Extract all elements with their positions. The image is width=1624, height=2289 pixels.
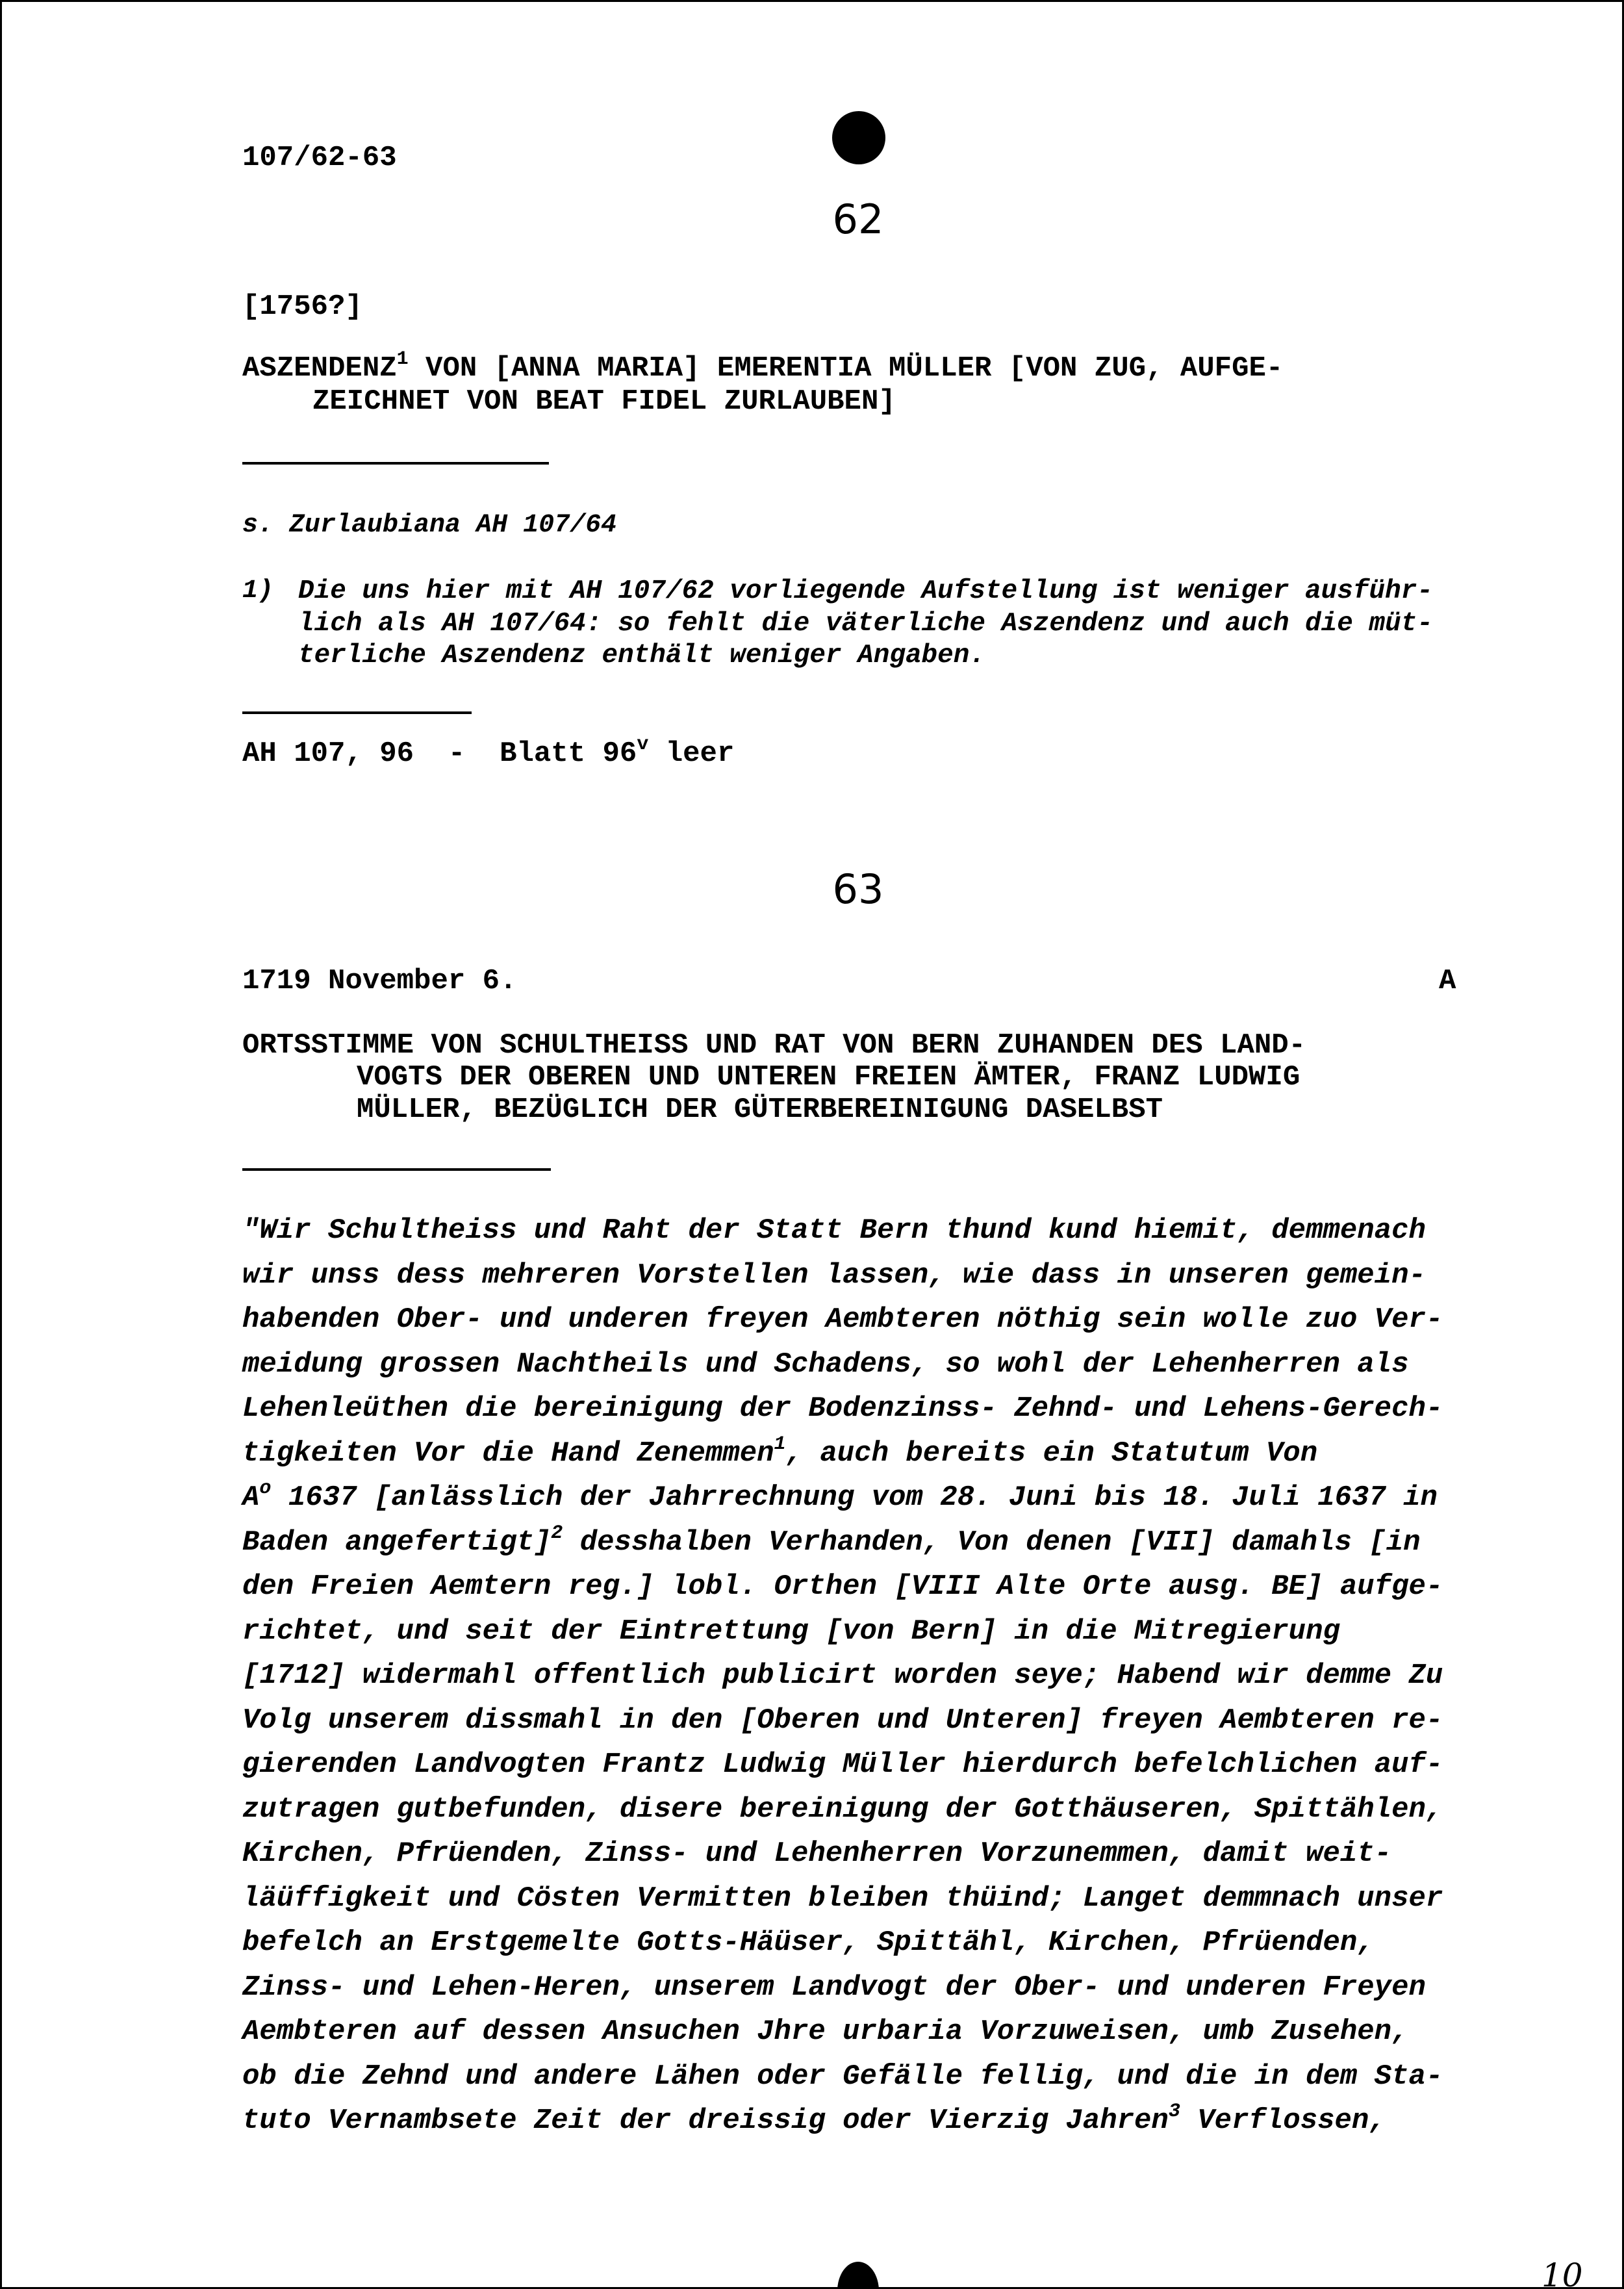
- body-line-text: Volg unserem dissmahl in den [Oberen und Unteren] freyen Aembteren re-: [242, 1704, 1443, 1737]
- body-line-text: wir unss dess mehreren Vorstellen lassen, wie dass in unseren gemein-: [242, 1259, 1426, 1292]
- footnote-ref: 2: [551, 1522, 563, 1544]
- footnote-line: terliche Aszendenz enthält weniger Angaben.: [298, 641, 985, 671]
- body-line: [242, 1257, 1426, 1294]
- heading-text: VON [ANNA MARIA] EMERENTIA MÜLLER [VON ZUG, AUFGE-: [408, 352, 1284, 385]
- body-line-text: [1712] widermahl offentlich publicirt worden seye; Habend wir demme Zu: [242, 1659, 1443, 1692]
- document-letter: A: [1439, 965, 1456, 997]
- body-line: [242, 1657, 1443, 1694]
- body-line-text: richtet, und seit der Eintrettung [von Bern] in die Mitregierung: [242, 1615, 1340, 1648]
- body-line: [242, 1702, 1443, 1739]
- body-line-text: , auch bereits ein Statutum Von: [785, 1437, 1318, 1470]
- document-date-62: [1756?]: [242, 290, 362, 323]
- body-line-text: "Wir Schultheiss und Raht der Statt Bern thund kund hiemit, demmenach: [242, 1214, 1426, 1247]
- body-line-text: 1637 [anlässlich der Jahrrechnung vom 28. Juni bis 18. Juli 1637 in: [271, 1481, 1438, 1514]
- body-line-text: Verflossen,: [1180, 2104, 1386, 2137]
- verso-mark: v: [637, 734, 649, 756]
- body-line-text: zutragen gutbefunden, disere bereinigung der Gotthäuseren, Spittählen,: [242, 1793, 1443, 1826]
- divider: [242, 1168, 551, 1171]
- heading-63-line-3: MÜLLER, BEZÜGLICH DER GÜTERBEREINIGUNG DASELBST: [357, 1093, 1163, 1126]
- body-line-text: Aembteren auf dessen Ansuchen Jhre urbaria Vorzuweisen, umb Zusehen,: [242, 2015, 1409, 2048]
- see-reference: s. Zurlaubiana AH 107/64: [242, 511, 617, 540]
- document-date-63: 1719 November 6.: [242, 965, 517, 997]
- footnote-ref: 1: [396, 348, 409, 370]
- heading-62-line-2: ZEICHNET VON BEAT FIDEL ZURLAUBEN]: [312, 385, 896, 418]
- body-line-text: meidung grossen Nachtheils und Schadens, so wohl der Lehenherren als: [242, 1348, 1409, 1381]
- body-line-text: desshalben Verhanden, Von denen [VII] damahls [in: [563, 1526, 1421, 1559]
- handwritten-page-number: 10: [1542, 2257, 1583, 2289]
- body-line-text: gierenden Landvogten Frantz Ludwig Müller hierdurch befelchlichen auf-: [242, 1748, 1443, 1781]
- body-line-text: läüffigkeit und Cösten Vermitten bleiben thüind; Langet demmnach unser: [242, 1882, 1443, 1915]
- punch-hole-mark: [832, 111, 885, 164]
- body-line: [242, 1880, 1443, 1917]
- body-line-text: A: [242, 1481, 260, 1514]
- body-line: [242, 2058, 1443, 2095]
- source-text: AH 107, 96 - Blatt 96: [242, 737, 637, 770]
- body-line: [242, 1524, 1421, 1561]
- body-line: [242, 2014, 1409, 2050]
- body-line-text: Lehenleüthen die bereinigung der Bodenzinss- Zehnd- und Lehens-Gerech-: [242, 1392, 1443, 1425]
- body-line: [242, 1212, 1426, 1249]
- heading-63-line-1: ORTSSTIMME VON SCHULTHEISS UND RAT VON BERN ZUHANDEN DES LAND-: [242, 1029, 1306, 1062]
- footnote-ref: o: [259, 1477, 272, 1500]
- source-text: leer: [648, 737, 735, 770]
- footnote-line: Die uns hier mit AH 107/62 vorliegende Aufstellung ist weniger ausführ-: [298, 576, 1433, 606]
- punch-hole-mark: [837, 2262, 879, 2289]
- body-line-text: tuto Vernambsete Zeit der dreissig oder Vierzig Jahren: [242, 2104, 1169, 2137]
- footnote-ref: 3: [1168, 2101, 1180, 2123]
- body-line: [242, 1613, 1340, 1650]
- body-line: [242, 1479, 1438, 1516]
- document-reference: 107/62-63: [242, 142, 397, 174]
- heading-text: ASZENDENZ: [242, 352, 397, 385]
- heading-63-line-2: VOGTS DER OBEREN UND UNTEREN FREIEN ÄMTER, FRANZ LUDWIG: [357, 1061, 1300, 1093]
- divider: [242, 711, 472, 714]
- body-line-text: Zinss- und Lehen-Heren, unserem Landvogt der Ober- und underen Freyen: [242, 1971, 1426, 2004]
- body-line-text: befelch an Erstgemelte Gotts-Häüser, Spittähl, Kirchen, Pfrüenden,: [242, 1926, 1375, 1959]
- body-line: [242, 1390, 1443, 1427]
- body-line: [242, 2103, 1386, 2139]
- body-line: [242, 1969, 1426, 2006]
- body-line: [242, 1568, 1443, 1605]
- body-line: [242, 1301, 1443, 1338]
- body-line-text: tigkeiten Vor die Hand Zenemmen: [242, 1437, 774, 1470]
- document-number-63: 63: [832, 865, 884, 913]
- body-line-text: Kirchen, Pfrüenden, Zinss- und Lehenherren Vorzunemmen, damit weit-: [242, 1837, 1392, 1870]
- heading-62-line-1: [242, 350, 1283, 387]
- body-line: [242, 1925, 1375, 1961]
- divider: [242, 462, 549, 465]
- body-line-text: habenden Ober- und underen freyen Aembteren nöthig sein wolle zuo Ver-: [242, 1303, 1443, 1336]
- body-line-text: Baden angefertigt]: [242, 1526, 552, 1559]
- body-line-text: den Freien Aemtern reg.] lobl. Orthen [VIII Alte Orte ausg. BE] aufge-: [242, 1570, 1443, 1603]
- body-line: [242, 1746, 1443, 1783]
- footnote-ref: 1: [774, 1433, 786, 1455]
- footnote-marker: 1): [242, 576, 274, 606]
- body-line: [242, 1346, 1409, 1383]
- body-line: [242, 1835, 1391, 1872]
- body-line-text: ob die Zehnd und andere Lähen oder Gefälle fellig, und die in dem Sta-: [242, 2060, 1443, 2093]
- body-line: [242, 1435, 1317, 1472]
- document-number-62: 62: [832, 196, 884, 243]
- footnote-line: lich als AH 107/64: so fehlt die väterliche Aszendenz und auch die müt-: [298, 609, 1433, 639]
- source-note: [242, 735, 734, 772]
- body-line: [242, 1791, 1443, 1828]
